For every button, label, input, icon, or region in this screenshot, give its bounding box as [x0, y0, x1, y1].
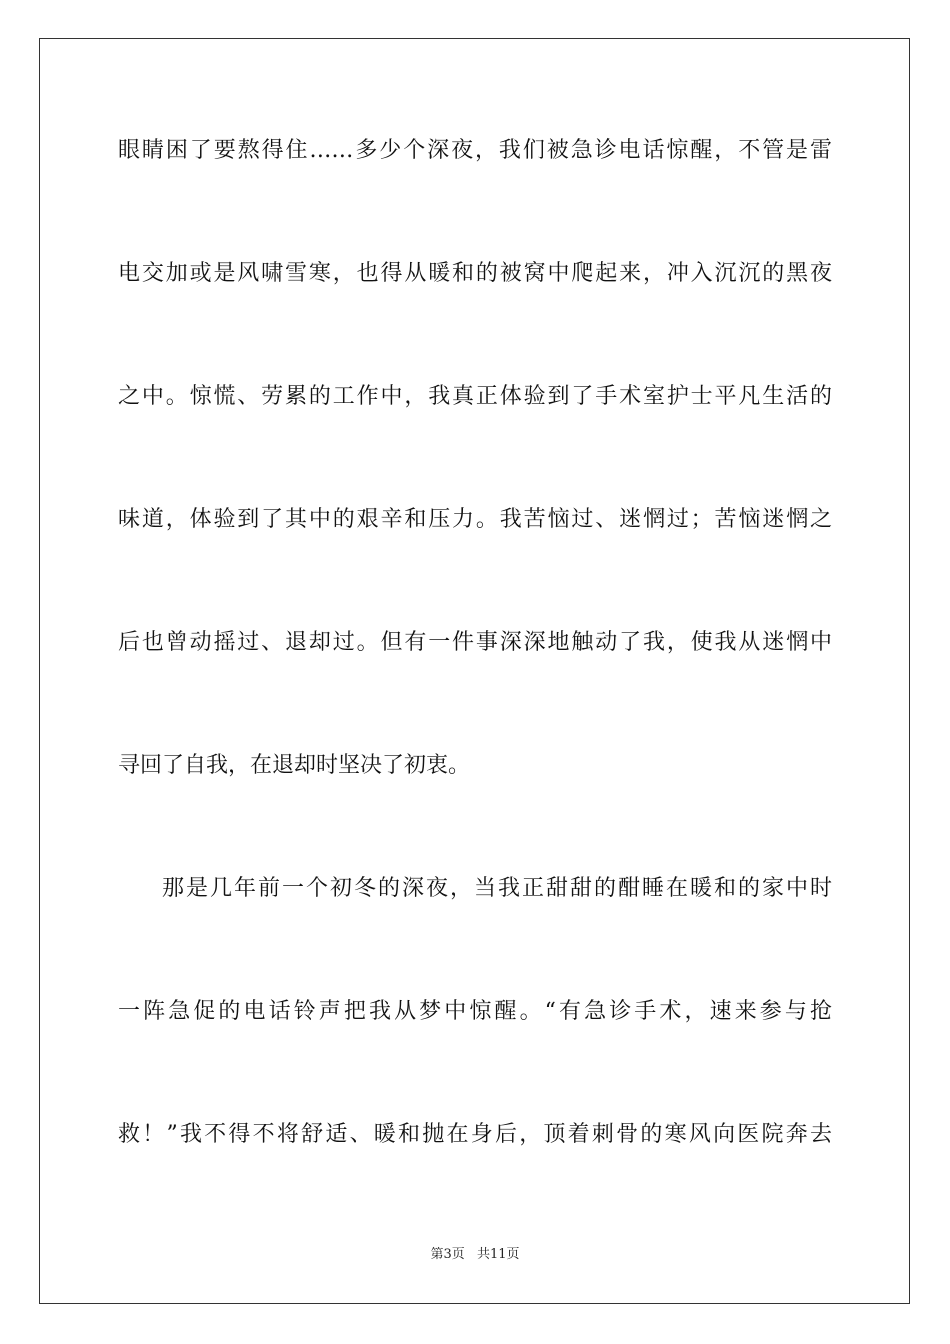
text-line-3: 之中。惊慌、劳累的工作中，我真正体验到了手术室护士平凡生活的: [118, 384, 832, 409]
text-line-7: 那是几年前一个初冬的深夜，当我正甜甜的酣睡在暖和的家中时: [162, 876, 832, 901]
text-line-2: 电交加或是风啸雪寒，也得从暖和的被窝中爬起来，冲入沉沉的黑夜: [118, 261, 832, 286]
text-line-4: 味道，体验到了其中的艰辛和压力。我苦恼过、迷惘过；苦恼迷惘之: [118, 507, 832, 532]
text-line-9: 救！”我不得不将舒适、暖和抛在身后，顶着刺骨的寒风向医院奔去: [118, 1122, 832, 1147]
page-border: [39, 38, 910, 1304]
text-line-1: 眼睛困了要熬得住……多少个深夜，我们被急诊电话惊醒，不管是雷: [118, 138, 832, 163]
text-line-8: 一阵急促的电话铃声把我从梦中惊醒。“有急诊手术，速来参与抢: [118, 999, 832, 1024]
text-line-5: 后也曾动摇过、退却过。但有一件事深深地触动了我，使我从迷惘中: [118, 630, 832, 655]
page-footer: [0, 1246, 950, 1264]
page-number: 第3页: [430, 1247, 465, 1262]
page-total: 共11页: [476, 1247, 520, 1262]
text-line-6: 寻回了自我，在退却时坚决了初衷。: [118, 753, 471, 778]
